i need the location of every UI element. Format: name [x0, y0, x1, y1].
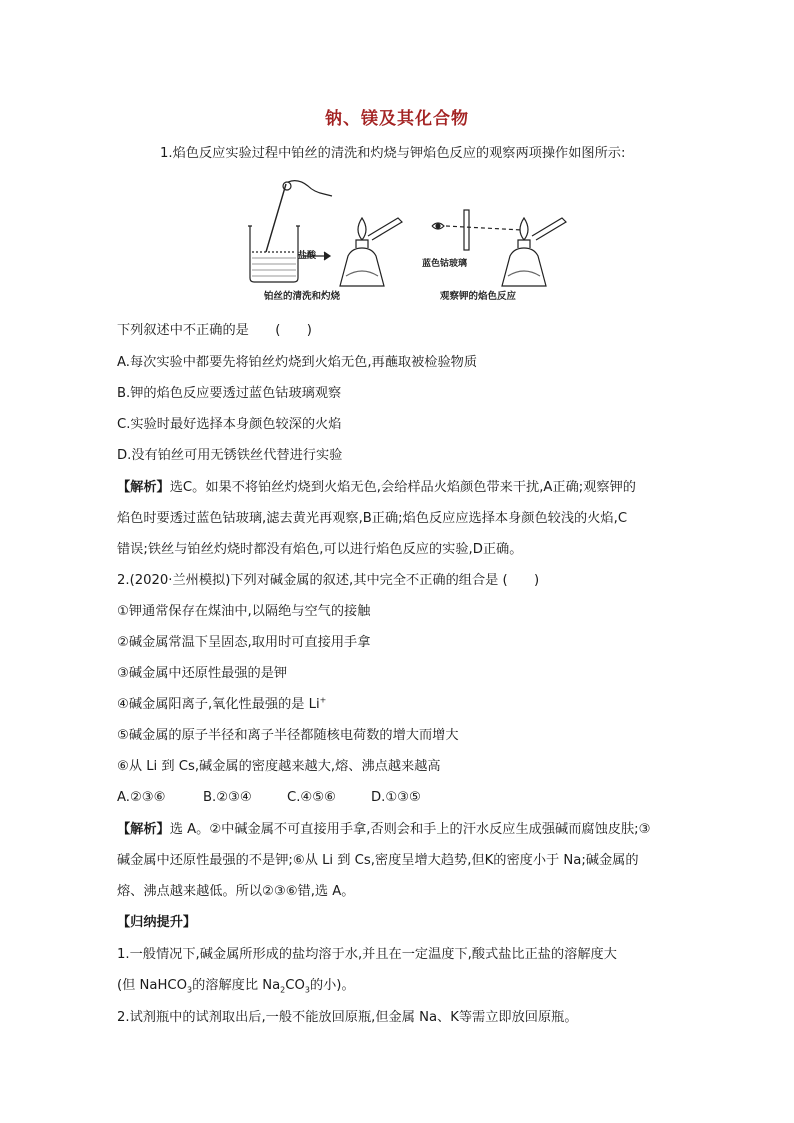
- left-figure-caption: 铂丝的清洗和灼烧: [264, 291, 341, 302]
- summary-point-2: 2.试剂瓶中的试剂取出后,一般不能放回原瓶,但金属 Na、K等需立即放回原瓶。: [117, 1010, 578, 1025]
- q2-item-1: ①钾通常保存在煤油中,以隔绝与空气的接触: [117, 604, 371, 619]
- summary-text-d: 的小)。: [309, 978, 355, 993]
- q2-item-5: ⑤碱金属的原子半径和离子半径都随核电荷数的增大而增大: [117, 728, 459, 743]
- summary-text-b: 的溶解度比 Na: [192, 978, 281, 993]
- summary-sub-2: 2: [280, 985, 286, 995]
- summary-sub-1: 3: [186, 985, 193, 995]
- q2-analysis-text: 选 A。②中碱金属不可直接用手拿,否则会和手上的汗水反应生成强碱而腐蚀皮肤;③: [169, 822, 651, 837]
- q2-item-6: ⑥从 Li 到 Cs,碱金属的密度越来越大,熔、沸点越来越高: [117, 759, 441, 774]
- alcohol-lamp-right-icon: [502, 248, 546, 286]
- experiment-illustration: [240, 176, 570, 306]
- q2-choice-a: A.②③⑥: [117, 790, 166, 805]
- flame-icon: [358, 218, 366, 240]
- q1-option-a: A.每次实验中都要先将铂丝灼烧到火焰无色,再蘸取被检验物质: [117, 355, 478, 370]
- q1-option-d: D.没有铂丝可用无锈铁丝代替进行实验: [117, 448, 343, 463]
- beaker-icon: [250, 226, 298, 282]
- right-figure-caption: 观察钾的焰色反应: [440, 291, 517, 302]
- analysis-text: 选C。如果不将铂丝灼烧到火焰无色,会给样品火焰颜色带来干扰,A正确;观察钾的: [169, 480, 636, 495]
- q2-item-3: ③碱金属中还原性最强的是钾: [117, 666, 288, 681]
- q2-item-4-superscript: +: [319, 695, 327, 705]
- q2-choice-b: B.②③④: [203, 790, 252, 805]
- q1-stem: 1.焰色反应实验过程中铂丝的清洗和灼烧与钾焰色反应的观察两项操作如图所示:: [160, 146, 626, 161]
- q2-item-4-text: ④碱金属阳离子,氧化性最强的是 Li: [117, 697, 320, 712]
- q2-choice-c: C.④⑤⑥: [287, 790, 336, 805]
- summary-point-1-cont: [117, 977, 355, 995]
- q2-analysis-line-2: 碱金属中还原性最强的不是钾;⑥从 Li 到 Cs,密度呈增大趋势,但K的密度小于 Na;碱金属的: [117, 853, 639, 868]
- page-title: 钠、镁及其化合物: [325, 109, 469, 129]
- q1-analysis-line-1: [117, 479, 636, 497]
- q2-choice-d: D.①③⑤: [371, 790, 421, 805]
- q2-item-2: ②碱金属常温下呈固态,取用时可直接用手拿: [117, 635, 371, 650]
- q1-option-b: B.钾的焰色反应要透过蓝色钴玻璃观察: [117, 386, 342, 401]
- cobalt-glass-icon: [464, 210, 469, 250]
- q1-prompt: 下列叙述中不正确的是 ( ): [117, 323, 312, 338]
- hand-icon: [288, 181, 332, 196]
- q2-stem: 2.(2020·兰州模拟)下列对碱金属的叙述,其中完全不正确的组合是 ( ): [117, 573, 540, 588]
- q2-analysis-line-3: 熔、沸点越来越低。所以②③⑥错,选 A。: [117, 884, 355, 899]
- cobalt-glass-label: 蓝色钴玻璃: [422, 259, 468, 269]
- q2-item-4: [117, 696, 326, 714]
- q1-analysis-line-2: 焰色时要透过蓝色钴玻璃,滤去黄光再观察,B正确;焰色反应应选择本身颜色较浅的火焰,C: [117, 511, 628, 526]
- flame-right-icon: [520, 218, 528, 240]
- platinum-wire-icon: [266, 184, 286, 252]
- q2-choices: [117, 789, 421, 807]
- summary-text-a: (但 NaHCO: [117, 978, 187, 993]
- q1-analysis-line-3: 错误;铁丝与铂丝灼烧时都没有焰色,可以进行焰色反应的实验,D正确。: [117, 542, 523, 557]
- summary-point-1: 1.一般情况下,碱金属所形成的盐均溶于水,并且在一定温度下,酸式盐比正盐的溶解度大: [117, 947, 617, 962]
- experiment-figure: [240, 176, 570, 306]
- summary-tag: 【归纳提升】: [117, 915, 197, 930]
- summary-sub-3: 3: [304, 985, 310, 995]
- q2-analysis-tag: 【解析】: [117, 822, 170, 837]
- alcohol-lamp-icon: [340, 248, 384, 286]
- summary-text-c: CO: [285, 978, 305, 993]
- q2-analysis-line-1: [117, 821, 650, 839]
- q1-option-c: C.实验时最好选择本身颜色较深的火焰: [117, 417, 342, 432]
- analysis-tag: 【解析】: [117, 480, 170, 495]
- hydrochloric-acid-label: 盐酸: [298, 251, 317, 261]
